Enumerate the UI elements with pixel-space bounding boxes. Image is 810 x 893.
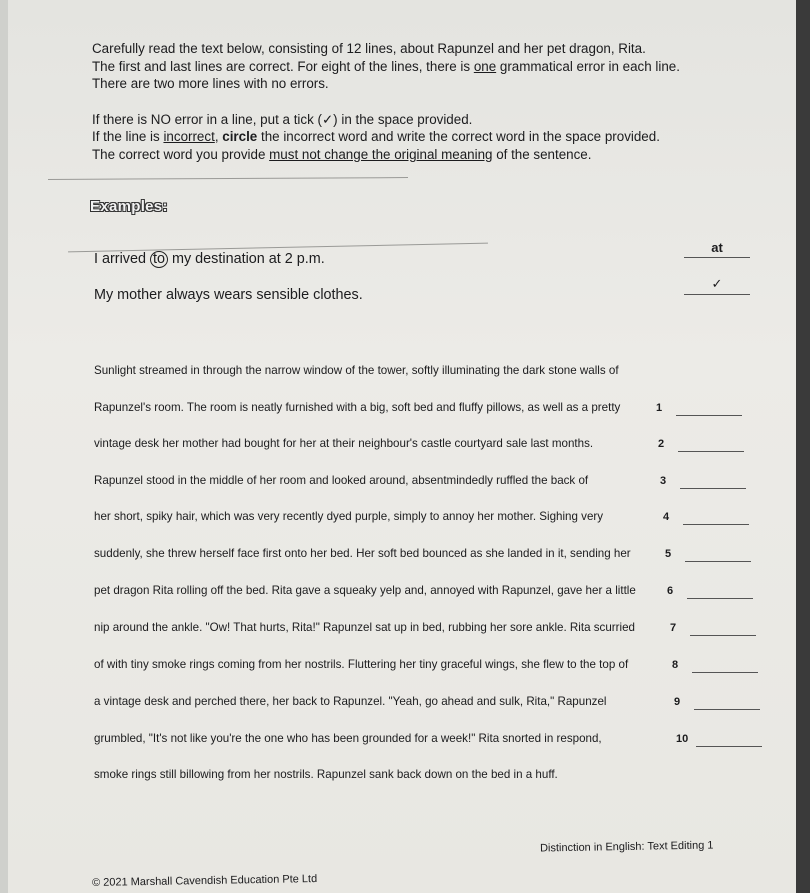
examples-heading: Examples: — [90, 198, 168, 215]
underlined-phrase: must not change the original meaning — [269, 146, 493, 162]
instruction-line: If the line is incorrect, circle the incorrect word and write the correct word in the space provided. — [92, 129, 660, 145]
line-number: 4 — [663, 511, 670, 524]
line-number: 2 — [658, 438, 665, 451]
instruction-line: There are two more lines with no errors. — [92, 76, 329, 92]
line-number: 8 — [672, 658, 679, 671]
footer-copyright: © 2021 Marshall Cavendish Education Pte Ltd — [91, 873, 318, 889]
passage-line: pet dragon Rita rolling off the bed. Rita gave a squeaky yelp and, annoyed with Rapunzel, gave her a little — [94, 583, 636, 597]
example-answer-2: ✓ — [684, 276, 750, 295]
instruction-line: The first and last lines are correct. For eight of the lines, there is one grammatical error in each line. — [92, 58, 680, 74]
passage-line: nip around the ankle. "Ow! That hurts, Rita!" Rapunzel sat up in bed, rubbing her sore ankle. Rita scurried — [94, 620, 635, 634]
example-line-1: I arrived to my destination at 2 p.m. — [94, 251, 325, 267]
answer-blank[interactable] — [678, 451, 744, 452]
line-number: 6 — [667, 584, 674, 597]
answer-blank[interactable] — [694, 709, 760, 710]
line-number: 7 — [670, 621, 677, 634]
circled-word: to — [150, 251, 168, 268]
answer-blank[interactable] — [676, 415, 742, 416]
instruction-line: If there is NO error in a line, put a tick (✓) in the space provided. — [92, 111, 473, 127]
example-line-2: My mother always wears sensible clothes. — [94, 287, 363, 303]
answer-blank[interactable] — [692, 672, 758, 673]
answer-blank[interactable] — [690, 635, 756, 636]
answer-blank[interactable] — [696, 746, 762, 747]
answer-blank[interactable] — [687, 598, 753, 599]
line-number: 9 — [674, 695, 681, 708]
footer-title: Distinction in English: Text Editing 1 — [539, 839, 714, 855]
example-answer-1: at — [684, 240, 750, 258]
underlined-word: one — [473, 58, 497, 74]
worksheet-page — [8, 0, 798, 893]
passage-line: her short, spiky hair, which was very recently dyed purple, simply to annoy her mother. Sighing very — [94, 510, 604, 524]
page-edge — [796, 0, 810, 893]
instruction-line: Carefully read the text below, consisting of 12 lines, about Rapunzel and her pet dragon, Rita. — [92, 41, 646, 56]
line-number: 3 — [660, 474, 667, 487]
passage-line: Sunlight streamed in through the narrow window of the tower, softly illuminating the dark stone walls of — [94, 364, 619, 377]
passage-line: smoke rings still billowing from her nostrils. Rapunzel sank back down on the bed in a huff. — [94, 768, 558, 782]
line-number: 5 — [665, 548, 672, 560]
instructions — [92, 40, 782, 164]
passage-line: vintage desk her mother had bought for her at their neighbour's castle courtyard sale last months. — [94, 437, 594, 451]
instruction-line: The correct word you provide must not change the original meaning of the sentence. — [92, 146, 592, 162]
answer-blank[interactable] — [683, 524, 749, 525]
line-number: 1 — [656, 401, 663, 414]
passage-line: suddenly, she threw herself face first onto her bed. Her soft bed bounced as she landed in it, sending her — [94, 547, 631, 560]
passage-line: a vintage desk and perched there, her back to Rapunzel. "Yeah, go ahead and sulk, Rita," Rapunzel — [94, 694, 607, 708]
answer-blank[interactable] — [680, 488, 746, 489]
line-number: 10 — [676, 732, 689, 745]
answer-blank[interactable] — [685, 561, 751, 562]
passage-line: grumbled, "It's not like you're the one who has been grounded for a week!" Rita snorted in respond, — [94, 731, 602, 745]
underlined-word: incorrect — [163, 129, 215, 145]
divider — [48, 177, 408, 180]
passage-line: of with tiny smoke rings coming from her nostrils. Fluttering her tiny graceful wings, she flew to the top of — [94, 657, 629, 671]
passage-line: Rapunzel's room. The room is neatly furnished with a big, soft bed and fluffy pillows, as well as a pretty — [94, 400, 621, 414]
bold-word: circle — [222, 129, 258, 145]
passage-line: Rapunzel stood in the middle of her room and looked around, absentmindedly ruffled the back of — [94, 473, 589, 487]
